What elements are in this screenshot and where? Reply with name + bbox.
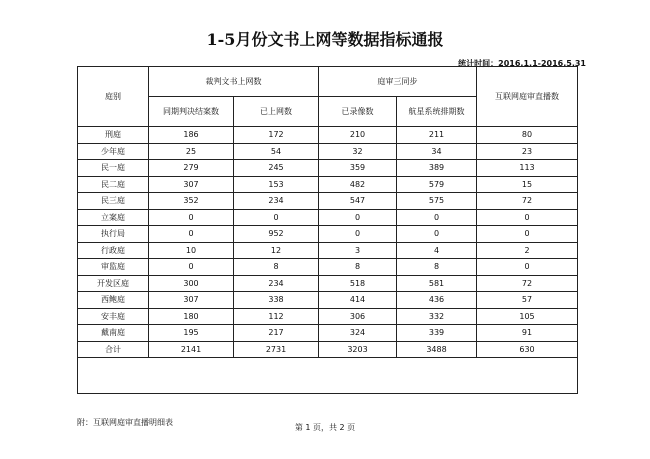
cell-same-period: 300: [149, 275, 234, 292]
cell-scheduled: 211: [397, 127, 477, 144]
cell-scheduled: 0: [397, 209, 477, 226]
cell-scheduled: 575: [397, 193, 477, 210]
cell-same-period: 25: [149, 143, 234, 160]
cell-recorded: 0: [319, 209, 397, 226]
cell-uploaded: 112: [234, 308, 319, 325]
cell-same-period: 352: [149, 193, 234, 210]
cell-uploaded: 153: [234, 176, 319, 193]
cell-court: 民二庭: [78, 176, 149, 193]
cell-same-period: 180: [149, 308, 234, 325]
footnote: 附：互联网庭审直播明细表: [77, 418, 173, 427]
cell-uploaded: 234: [234, 193, 319, 210]
cell-uploaded: 245: [234, 160, 319, 177]
header-live-broadcast: 互联网庭审直播数: [477, 67, 578, 127]
cell-uploaded: 338: [234, 292, 319, 309]
table-row: [78, 308, 578, 325]
statistics-period: 统计时间：2016.1.1-2016.5.31: [458, 59, 586, 68]
cell-uploaded: 54: [234, 143, 319, 160]
cell-scheduled: 389: [397, 160, 477, 177]
cell-court: 安丰庭: [78, 308, 149, 325]
cell-recorded: 414: [319, 292, 397, 309]
cell-same-period: 186: [149, 127, 234, 144]
header-row-1: [78, 67, 578, 97]
cell-live: 105: [477, 308, 578, 325]
cell-scheduled: 339: [397, 325, 477, 342]
table-row: [78, 160, 578, 177]
cell-recorded: 8: [319, 259, 397, 276]
cell-recorded: 32: [319, 143, 397, 160]
cell-uploaded: 12: [234, 242, 319, 259]
table-row: [78, 292, 578, 309]
cell-recorded: 306: [319, 308, 397, 325]
table-row: [78, 242, 578, 259]
data-table: [77, 66, 578, 394]
cell-scheduled: 581: [397, 275, 477, 292]
cell-recorded: 547: [319, 193, 397, 210]
cell-same-period: 307: [149, 176, 234, 193]
table-row: [78, 127, 578, 144]
cell-recorded: 359: [319, 160, 397, 177]
cell-court: 民一庭: [78, 160, 149, 177]
cell-same-period: 0: [149, 226, 234, 243]
cell-uploaded: 172: [234, 127, 319, 144]
cell-live: 15: [477, 176, 578, 193]
table-row: [78, 226, 578, 243]
cell-same-period: 0: [149, 259, 234, 276]
cell-scheduled: 34: [397, 143, 477, 160]
cell-scheduled: 4: [397, 242, 477, 259]
cell-court: 审监庭: [78, 259, 149, 276]
cell-court: 少年庭: [78, 143, 149, 160]
cell-live: 91: [477, 325, 578, 342]
cell-same-period: 0: [149, 209, 234, 226]
header-same-period-cases: 同期判决结案数: [149, 97, 234, 127]
cell-scheduled: 3488: [397, 341, 477, 358]
page-number: 第 1 页，共 2 页: [294, 423, 356, 432]
cell-uploaded: 2731: [234, 341, 319, 358]
cell-court: 民三庭: [78, 193, 149, 210]
table-row: [78, 143, 578, 160]
cell-live: 0: [477, 259, 578, 276]
header-scheduled: 航星系统排期数: [397, 97, 477, 127]
header-trial-sync: 庭审三同步: [319, 67, 477, 97]
cell-live: 0: [477, 226, 578, 243]
cell-live: 113: [477, 160, 578, 177]
header-court: 庭别: [78, 67, 149, 127]
report-title: 1-5月份文书上网等数据指标通报: [206, 30, 444, 49]
cell-live: 2: [477, 242, 578, 259]
cell-same-period: 10: [149, 242, 234, 259]
cell-live: 0: [477, 209, 578, 226]
cell-court: 刑庭: [78, 127, 149, 144]
cell-scheduled: 0: [397, 226, 477, 243]
cell-live: 630: [477, 341, 578, 358]
cell-live: 72: [477, 275, 578, 292]
cell-court: 执行局: [78, 226, 149, 243]
cell-uploaded: 234: [234, 275, 319, 292]
cell-same-period: 307: [149, 292, 234, 309]
cell-court: 行政庭: [78, 242, 149, 259]
cell-scheduled: 8: [397, 259, 477, 276]
header-uploaded: 已上网数: [234, 97, 319, 127]
cell-recorded: 518: [319, 275, 397, 292]
cell-scheduled: 579: [397, 176, 477, 193]
cell-scheduled: 436: [397, 292, 477, 309]
cell-court: 合计: [78, 341, 149, 358]
cell-uploaded: 217: [234, 325, 319, 342]
table-row: [78, 193, 578, 210]
table-row: [78, 176, 578, 193]
cell-recorded: 3203: [319, 341, 397, 358]
table-row: [78, 325, 578, 342]
table-row: [78, 275, 578, 292]
cell-court: 立案庭: [78, 209, 149, 226]
cell-uploaded: 8: [234, 259, 319, 276]
cell-uploaded: 0: [234, 209, 319, 226]
header-recorded: 已录像数: [319, 97, 397, 127]
blank-row: [78, 358, 578, 394]
cell-court: 戴南庭: [78, 325, 149, 342]
cell-recorded: 482: [319, 176, 397, 193]
blank-cell: [78, 358, 578, 394]
cell-same-period: 2141: [149, 341, 234, 358]
cell-same-period: 279: [149, 160, 234, 177]
cell-live: 23: [477, 143, 578, 160]
cell-uploaded: 952: [234, 226, 319, 243]
cell-live: 57: [477, 292, 578, 309]
cell-scheduled: 332: [397, 308, 477, 325]
cell-court: 西鲍庭: [78, 292, 149, 309]
cell-recorded: 210: [319, 127, 397, 144]
cell-recorded: 3: [319, 242, 397, 259]
cell-live: 80: [477, 127, 578, 144]
cell-recorded: 324: [319, 325, 397, 342]
table-row: [78, 341, 578, 358]
table-row: [78, 259, 578, 276]
header-judgment-documents: 裁判文书上网数: [149, 67, 319, 97]
cell-same-period: 195: [149, 325, 234, 342]
cell-recorded: 0: [319, 226, 397, 243]
cell-court: 开发区庭: [78, 275, 149, 292]
table-row: [78, 209, 578, 226]
cell-live: 72: [477, 193, 578, 210]
